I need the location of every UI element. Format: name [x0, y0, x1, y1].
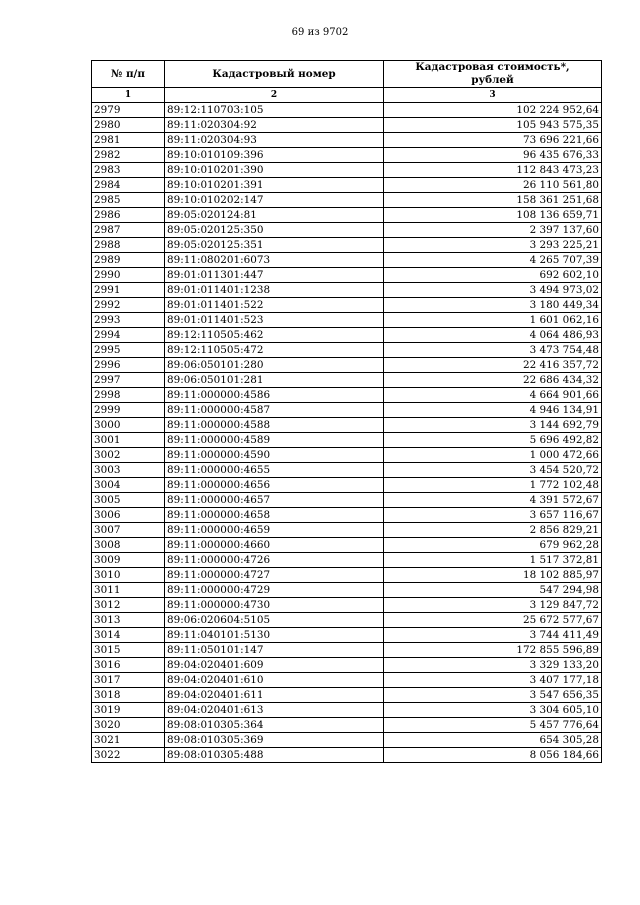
- cadastral-value-cell: 3 407 177,18: [384, 673, 602, 688]
- table-row: [92, 523, 602, 538]
- row-number-cell: 3011: [92, 583, 165, 598]
- cadastral-number-cell: 89:04:020401:610: [165, 673, 384, 688]
- cadastral-number-cell: 89:08:010305:369: [165, 733, 384, 748]
- row-number-cell: 3000: [92, 418, 165, 433]
- table-row: [92, 193, 602, 208]
- cadastral-number-cell: 89:11:020304:92: [165, 118, 384, 133]
- row-number-cell: 3021: [92, 733, 165, 748]
- table-row: [92, 358, 602, 373]
- cadastral-number-cell: 89:11:040101:5130: [165, 628, 384, 643]
- table-row: [92, 418, 602, 433]
- table-row: [92, 433, 602, 448]
- table-row: [92, 208, 602, 223]
- table-row: [92, 718, 602, 733]
- table-row: [92, 463, 602, 478]
- cadastral-value-cell: 3 744 411,49: [384, 628, 602, 643]
- cadastral-value-cell: 25 672 577,67: [384, 613, 602, 628]
- table-row: [92, 178, 602, 193]
- cadastral-number-cell: 89:11:000000:4729: [165, 583, 384, 598]
- table-row: [92, 388, 602, 403]
- cadastral-number-cell: 89:06:050101:280: [165, 358, 384, 373]
- row-number-cell: 2986: [92, 208, 165, 223]
- row-number-cell: 3003: [92, 463, 165, 478]
- row-number-cell: 2988: [92, 238, 165, 253]
- row-number-cell: 2997: [92, 373, 165, 388]
- cadastral-value-cell: 3 129 847,72: [384, 598, 602, 613]
- header-cadastral-value: [384, 61, 602, 88]
- cadastral-number-cell: 89:08:010305:364: [165, 718, 384, 733]
- column-number-row: [92, 88, 602, 103]
- table-row: [92, 688, 602, 703]
- cadastral-value-cell: 4 946 134,91: [384, 403, 602, 418]
- cadastral-value-cell: 4 265 707,39: [384, 253, 602, 268]
- row-number-cell: 3006: [92, 508, 165, 523]
- cadastral-number-cell: 89:11:000000:4659: [165, 523, 384, 538]
- row-number-cell: 3017: [92, 673, 165, 688]
- cadastral-value-cell: 4 391 572,67: [384, 493, 602, 508]
- row-number-cell: 3010: [92, 568, 165, 583]
- cadastral-value-cell: 172 855 596,89: [384, 643, 602, 658]
- cadastral-value-cell: 679 962,28: [384, 538, 602, 553]
- table-row: [92, 613, 602, 628]
- cadastral-value-cell: 3 454 520,72: [384, 463, 602, 478]
- table-row: [92, 628, 602, 643]
- table-row: [92, 268, 602, 283]
- table-row: [92, 703, 602, 718]
- row-number-cell: 2990: [92, 268, 165, 283]
- table-row: [92, 298, 602, 313]
- table-row: [92, 658, 602, 673]
- cadastral-number-cell: 89:04:020401:611: [165, 688, 384, 703]
- row-number-cell: 3002: [92, 448, 165, 463]
- cadastral-value-cell: 18 102 885,97: [384, 568, 602, 583]
- table-row: [92, 568, 602, 583]
- cadastral-value-cell: 102 224 952,64: [384, 103, 602, 118]
- cadastral-number-cell: 89:11:000000:4589: [165, 433, 384, 448]
- cadastral-value-cell: 3 329 133,20: [384, 658, 602, 673]
- cadastral-value-cell: 3 547 656,35: [384, 688, 602, 703]
- cadastral-number-cell: 89:10:010109:396: [165, 148, 384, 163]
- table-row: [92, 538, 602, 553]
- row-number-cell: 3001: [92, 433, 165, 448]
- column-number-1: 1: [92, 88, 165, 103]
- table-row: [92, 403, 602, 418]
- cadastral-number-cell: 89:11:050101:147: [165, 643, 384, 658]
- cadastral-value-cell: 158 361 251,68: [384, 193, 602, 208]
- cadastral-number-cell: 89:01:011401:522: [165, 298, 384, 313]
- row-number-cell: 3022: [92, 748, 165, 763]
- table-row: [92, 643, 602, 658]
- row-number-cell: 2982: [92, 148, 165, 163]
- table-row: [92, 508, 602, 523]
- table-row: [92, 223, 602, 238]
- cadastral-value-cell: 1 517 372,81: [384, 553, 602, 568]
- cadastral-value-cell: 108 136 659,71: [384, 208, 602, 223]
- cadastral-number-cell: 89:11:000000:4586: [165, 388, 384, 403]
- cadastral-number-cell: 89:11:000000:4727: [165, 568, 384, 583]
- cadastral-number-cell: 89:11:000000:4730: [165, 598, 384, 613]
- cadastral-number-cell: 89:08:010305:488: [165, 748, 384, 763]
- table-row: [92, 748, 602, 763]
- row-number-cell: 2985: [92, 193, 165, 208]
- row-number-cell: 2984: [92, 178, 165, 193]
- row-number-cell: 2994: [92, 328, 165, 343]
- row-number-cell: 3019: [92, 703, 165, 718]
- row-number-cell: 2996: [92, 358, 165, 373]
- cadastral-value-cell: 4 664 901,66: [384, 388, 602, 403]
- cadastral-value-cell: 2 397 137,60: [384, 223, 602, 238]
- row-number-cell: 2983: [92, 163, 165, 178]
- table-row: [92, 583, 602, 598]
- header-cadastral-value-line2: рублей: [471, 74, 514, 86]
- cadastral-value-cell: 8 056 184,66: [384, 748, 602, 763]
- cadastral-number-cell: 89:06:050101:281: [165, 373, 384, 388]
- row-number-cell: 3007: [92, 523, 165, 538]
- cadastral-value-cell: 1 601 062,16: [384, 313, 602, 328]
- cadastral-value-cell: 1 772 102,48: [384, 478, 602, 493]
- row-number-cell: 3015: [92, 643, 165, 658]
- row-number-cell: 3008: [92, 538, 165, 553]
- row-number-cell: 3009: [92, 553, 165, 568]
- cadastral-value-cell: 73 696 221,66: [384, 133, 602, 148]
- table-row: [92, 163, 602, 178]
- table-row: [92, 148, 602, 163]
- cadastral-value-cell: 4 064 486,93: [384, 328, 602, 343]
- row-number-cell: 2993: [92, 313, 165, 328]
- cadastral-number-cell: 89:11:000000:4655: [165, 463, 384, 478]
- table-row: [92, 343, 602, 358]
- table-row: [92, 673, 602, 688]
- cadastral-value-cell: 654 305,28: [384, 733, 602, 748]
- cadastral-number-cell: 89:11:000000:4588: [165, 418, 384, 433]
- row-number-cell: 2995: [92, 343, 165, 358]
- header-row-number: № п/п: [92, 61, 165, 88]
- row-number-cell: 2998: [92, 388, 165, 403]
- cadastral-value-cell: 547 294,98: [384, 583, 602, 598]
- cadastral-number-cell: 89:11:000000:4726: [165, 553, 384, 568]
- header-cadastral-number: Кадастровый номер: [165, 61, 384, 88]
- table-row: [92, 238, 602, 253]
- row-number-cell: 3018: [92, 688, 165, 703]
- cadastral-number-cell: 89:12:110703:105: [165, 103, 384, 118]
- cadastral-number-cell: 89:12:110505:472: [165, 343, 384, 358]
- row-number-cell: 2981: [92, 133, 165, 148]
- table-body: [92, 103, 602, 763]
- cadastral-value-cell: 3 180 449,34: [384, 298, 602, 313]
- cadastral-number-cell: 89:11:080201:6073: [165, 253, 384, 268]
- cadastral-number-cell: 89:11:020304:93: [165, 133, 384, 148]
- table-row: [92, 283, 602, 298]
- table-row: [92, 103, 602, 118]
- cadastral-number-cell: 89:10:010201:390: [165, 163, 384, 178]
- cadastral-value-cell: 3 293 225,21: [384, 238, 602, 253]
- cadastral-number-cell: 89:11:000000:4657: [165, 493, 384, 508]
- table-row: [92, 448, 602, 463]
- cadastral-value-cell: 22 416 357,72: [384, 358, 602, 373]
- row-number-cell: 2991: [92, 283, 165, 298]
- table-row: [92, 328, 602, 343]
- row-number-cell: 2979: [92, 103, 165, 118]
- row-number-cell: 3005: [92, 493, 165, 508]
- cadastral-value-cell: 5 457 776,64: [384, 718, 602, 733]
- cadastral-value-cell: 105 943 575,35: [384, 118, 602, 133]
- cadastral-value-cell: 2 856 829,21: [384, 523, 602, 538]
- cadastral-number-cell: 89:11:000000:4660: [165, 538, 384, 553]
- cadastral-number-cell: 89:11:000000:4656: [165, 478, 384, 493]
- cadastral-number-cell: 89:12:110505:462: [165, 328, 384, 343]
- cadastral-number-cell: 89:01:011401:1238: [165, 283, 384, 298]
- row-number-cell: 3012: [92, 598, 165, 613]
- cadastral-value-cell: 692 602,10: [384, 268, 602, 283]
- table-row: [92, 733, 602, 748]
- table-row: [92, 373, 602, 388]
- cadastral-number-cell: 89:11:000000:4587: [165, 403, 384, 418]
- table-row: [92, 118, 602, 133]
- cadastral-value-cell: 26 110 561,80: [384, 178, 602, 193]
- cadastral-value-cell: 3 144 692,79: [384, 418, 602, 433]
- cadastral-number-cell: 89:05:020124:81: [165, 208, 384, 223]
- table-row: [92, 253, 602, 268]
- cadastral-value-cell: 112 843 473,23: [384, 163, 602, 178]
- table-row: [92, 553, 602, 568]
- cadastral-number-cell: 89:05:020125:350: [165, 223, 384, 238]
- row-number-cell: 2989: [92, 253, 165, 268]
- cadastral-number-cell: 89:11:000000:4658: [165, 508, 384, 523]
- cadastral-value-cell: 1 000 472,66: [384, 448, 602, 463]
- column-number-2: 2: [165, 88, 384, 103]
- row-number-cell: 3020: [92, 718, 165, 733]
- cadastral-number-cell: 89:10:010201:391: [165, 178, 384, 193]
- cadastral-value-cell: 3 304 605,10: [384, 703, 602, 718]
- cadastral-value-table: [91, 60, 602, 763]
- row-number-cell: 3013: [92, 613, 165, 628]
- cadastral-value-cell: 22 686 434,32: [384, 373, 602, 388]
- cadastral-number-cell: 89:04:020401:609: [165, 658, 384, 673]
- cadastral-number-cell: 89:04:020401:613: [165, 703, 384, 718]
- table-row: [92, 598, 602, 613]
- cadastral-number-cell: 89:11:000000:4590: [165, 448, 384, 463]
- row-number-cell: 2987: [92, 223, 165, 238]
- row-number-cell: 3004: [92, 478, 165, 493]
- table-row: [92, 313, 602, 328]
- row-number-cell: 3016: [92, 658, 165, 673]
- page-number: 69 из 9702: [291, 27, 349, 38]
- cadastral-number-cell: 89:06:020604:5105: [165, 613, 384, 628]
- cadastral-number-cell: 89:01:011301:447: [165, 268, 384, 283]
- table-header-row: [92, 61, 602, 88]
- cadastral-value-cell: 96 435 676,33: [384, 148, 602, 163]
- cadastral-number-cell: 89:05:020125:351: [165, 238, 384, 253]
- table-row: [92, 493, 602, 508]
- cadastral-value-cell: 3 657 116,67: [384, 508, 602, 523]
- row-number-cell: 3014: [92, 628, 165, 643]
- header-cadastral-value-line1: Кадастровая стоимость*,: [415, 61, 570, 73]
- table-row: [92, 478, 602, 493]
- row-number-cell: 2999: [92, 403, 165, 418]
- cadastral-value-cell: 3 473 754,48: [384, 343, 602, 358]
- cadastral-value-cell: 3 494 973,02: [384, 283, 602, 298]
- table-row: [92, 133, 602, 148]
- row-number-cell: 2992: [92, 298, 165, 313]
- cadastral-number-cell: 89:10:010202:147: [165, 193, 384, 208]
- cadastral-number-cell: 89:01:011401:523: [165, 313, 384, 328]
- column-number-3: 3: [384, 88, 602, 103]
- row-number-cell: 2980: [92, 118, 165, 133]
- cadastral-value-cell: 5 696 492,82: [384, 433, 602, 448]
